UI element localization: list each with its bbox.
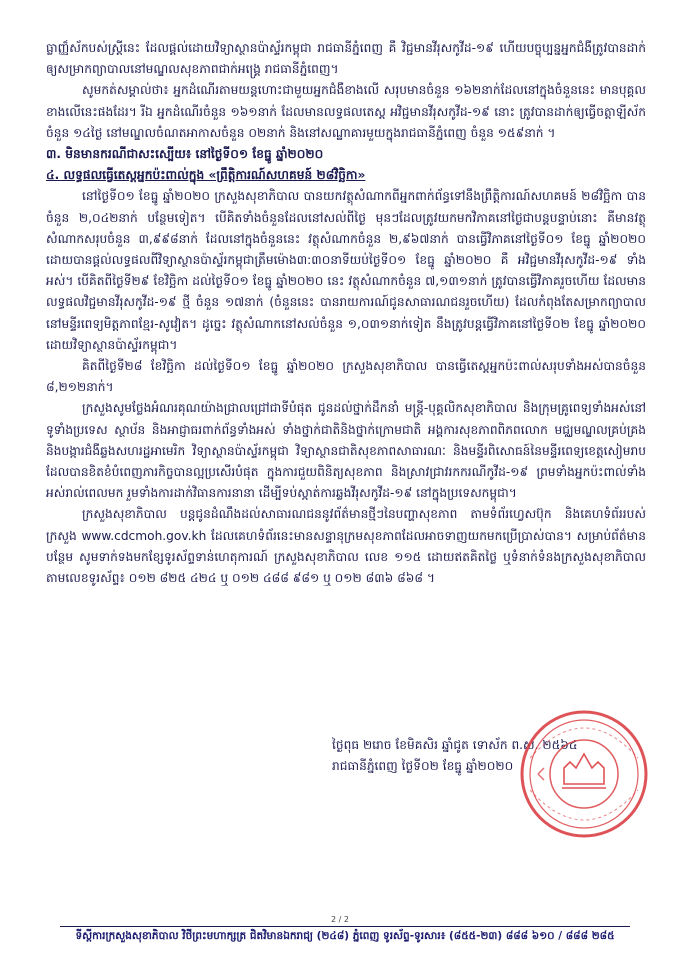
paragraph-flight-passengers: សូមកត់សម្គាល់ថា៖ អ្នកដំណើរតាមយន្តហោះជាមួយអ្នកជំងឺខាងលើ សរុបមានចំនួន ១៦២នាក់ដែលនៅក្នុងចំនួននេះ មានបុគ្គលខាងលើនេះផងដែរ។ រីឯ អ្នកដំណើរចំនួន ១៦១នាក់ ដែលមានលទ្ធផលតេស្ត អវិជ្ជមានវីរុសកូវីដ-១៩ នោះ ត្រូវបានដាក់ឲ្យធ្វើចត្តាឡីស័កចំនួន ១៤ថ្ងៃ នៅមណ្ឌលចំណតអាកាសចំនួន ០២នាក់ និងនៅសណ្ឋាគារមួយក្នុងរាជធានីភ្នំពេញ ចំនួន ១៥៩នាក់ ។ (46, 83, 646, 140)
paragraph-test-results: នៅថ្ងៃទី០១ ខែធ្នូ ឆ្នាំ២០២០ ក្រសួងសុខាភិបាល បានយកវត្ថុសំណាកពីអ្នកពាក់ព័ន្ធទៅនឹងព្រឹត្តិការណ៍សហគមន៍ ២៨វិច្ឆិកា បានចំនួន ២,០៤២នាក់ បន្ថែមទៀត។ បើគិតទាំងចំនួនដែលនៅសល់ពីថ្ងៃ មុនៗដែលត្រូវយកមកវិភាគនៅថ្ងៃជាបន្តបន្ទាប់នោះ គឺមានវត្ថុសំណាកសរុបចំនួន ៣,៩៩៨នាក់ ដែលនៅក្នុងចំនួននេះ វត្ថុសំណាកចំនួន ២,៩៦៧នាក់ បានធ្វើវិភាគនៅថ្ងៃទី០១ ខែធ្នូ ឆ្នាំ២០២០ ដោយបានផ្តល់លទ្ធផលពីវិទ្យាស្ថានប៉ាស្ទ័រកម្ពុជាត្រឹមម៉ោង៣:៣០នាទីយប់ថ្ងៃទី០១ ខែធ្នូ ឆ្នាំ២០២០ គឺ អវិជ្ជមានវីរុសកូវីដ-១៩ ទាំងអស់។ បើគិតពីថ្ងៃទី២៩ ខែវិច្ឆិកា ដល់ថ្ងៃទី០១ ខែធ្នូ ឆ្នាំ២០២០ នេះ វត្ថុសំណាកចំនួន ៧,១៣១នាក់ ត្រូវបានធ្វើវិភាគរួចហើយ ដែលមានលទ្ធផលវិជ្ជមានវីរុសកូវីដ-១៩ ថ្មី ចំនួន ១៧នាក់ (ចំនួននេះ បានរាយការណ៍ជូនសាធារណជនរួចហើយ) ដែលកំពុងតែសម្រាកព្យាបាលនៅមន្ទីរពេទ្យមិត្តភាពខ្មែរ-សូវៀត។ ដូច្នេះ វត្ថុសំណាកនៅសល់ចំនួន ១,០៣១នាក់ទៀត នឹងត្រូវបន្តធ្វើវិភាគនៅថ្ងៃទី០២ ខែធ្នូ ឆ្នាំ២០២០ ដោយវិទ្យាស្ថានប៉ាស្ទ័រកម្ពុជា។ (46, 189, 646, 352)
paragraph-contact-info: ក្រសួងសុខាភិបាល បន្តជូនដំណឹងដល់សាធារណជននូវព័ត៌មានថ្មីៗនៃបញ្ហាសុខភាព តាមទំព័រហ្វេសប៊ុក និងគេហទំព័ររបស់ក្រសួង www.cdcmoh.gov.kh ដែលគេហទំព័រនេះមានសន្ទានុក្រមសុខភាពដែលអាចទាញយកមកប្រើប្រាស់បាន។ សម្រាប់ព័ត៌មានបន្ថែម សូមទាក់ទងមកខ្សែទូរស័ព្ទទាន់ហេតុការណ៍ ក្រសួងសុខាភិបាល លេខ ១១៥ ដោយឥតគិតថ្លៃ ឬទំនាក់ទំនងក្រសួងសុខាភិបាល តាមលេខទូរស័ព្ទ៖ ០១២ ៨២៥ ៤២៤ ឬ ០១២ ៤៨៨ ៩៨១ ឬ ០១២ ៨៣៦ ៨៦៨ ។ (46, 507, 646, 586)
footer-divider (60, 926, 630, 927)
paragraph-thanks: ក្រសួងសូមថ្លែងអំណរគុណយ៉ាងជ្រាលជ្រៅជាទីបំផុត ជូនដល់ថ្នាក់ដឹកនាំ មន្ត្រី-បុគ្គលិកសុខាភិបាល និងក្រុមគ្រូពេទ្យទាំងអស់នៅទូទាំងប្រទេស ស្ថាប័ន និងអាជ្ញាធរពាក់ព័ន្ធទាំងអស់ ទាំងថ្នាក់ជាតិនិងថ្នាក់ក្រោមជាតិ អង្គការសុខភាពពិភពលោក មជ្ឈមណ្ឌលគ្រប់គ្រង និងបង្ការជំងឺឆ្លងសហរដ្ឋអាមេរិក វិទ្យាស្ថានប៉ាស្ទ័រកម្ពុជា វិទ្យាស្ថានជាតិសុខភាពសាធារណៈ និងមន្ទីរពិសោធន៍នៃមន្ទីរពេទ្យខេត្តសៀមរាប ដែលបានខិតខំបំពេញភារកិច្ចបានល្អប្រសើរបំផុត ក្នុងការជួយពិនិត្យសុខភាព និងស្រាវជ្រាវរកករណីកូវីដ-១៩ ព្រមទាំងអ្នកប៉ះពាល់ទាំងអស់រាល់ពេលមក រួមទាំងការដាក់វិធានការនានា ដើម្បីទប់ស្កាត់ការឆ្លងវីរុសកូវីដ-១៩ នៅក្នុងប្រទេសកម្ពុជា។ (46, 401, 646, 501)
heading-no-recoveries: ៣. មិនមានករណីជាសះស្បើយ៖ នៅថ្ងៃទី០១ ខែធ្នូ ឆ្នាំ២០២០ (46, 147, 324, 162)
paragraph-total-tested: គិតពីថ្ងៃទី២៨ ខែវិច្ឆិកា ដល់ថ្ងៃទី០១ ខែធ្នូ ឆ្នាំ២០២០ ក្រសួងសុខាភិបាល បានធ្វើតេស្តអ្នកប៉ះពាល់សរុបទាំងអស់បានចំនួន ៨,២១២នាក់។ (46, 359, 646, 395)
page-number: 2 / 2 (331, 915, 349, 924)
footer-address: ទីស្តីការក្រសួងសុខាភិបាល វិថីព្រះមហាក្សត្រ ជិតវិមានឯករាជ្យ (២៤៨) ភ្នំពេញ ទូរស័ព្ទ-ទូរសារ៖ (៨៥៥-២៣) ៨៨៨ ៦១០ / ៨៨៨ ២៨៥ (75, 930, 615, 942)
heading-contact-test-results: ៤. លទ្ធផលធ្វើតេស្តអ្នកប៉ះពាល់ក្នុង «ព្រឹត្តិការណ៍សហគមន៍ ២៨វិច្ឆិកា» (46, 168, 366, 183)
lunar-date: ថ្ងៃពុធ ២រោច ខែមិគសិរ ឆ្នាំជូត ទោស័ក ព.ស. ២៥៦៤ (332, 738, 578, 752)
body-text (46, 38, 646, 589)
solar-date: រាជធានីភ្នំពេញ ថ្ងៃទី០២ ខែធ្នូ ឆ្នាំ២០២០ (332, 759, 514, 773)
paragraph-patient-status: ធ្លាញ្ញ៏ស័កបស់ស្ត្រីនេះ ដែលផ្តល់ដោយវិទ្យាស្ថានប៉ាស្ទ័រកម្ពុជា រាជធានីភ្នំពេញ គឺ វិជ្ជមានវីរុសកូវីដ-១៩ ហើយបច្ចុប្បន្នអ្នកជំងឺត្រូវបានដាក់ឲ្យសម្រាកព្យាបាលនៅមណ្ឌលសុខភាពជាក់អង្គ្រេ រាជធានីភ្នំពេញ។ (46, 41, 646, 77)
ministry-seal-stamp (518, 708, 650, 840)
